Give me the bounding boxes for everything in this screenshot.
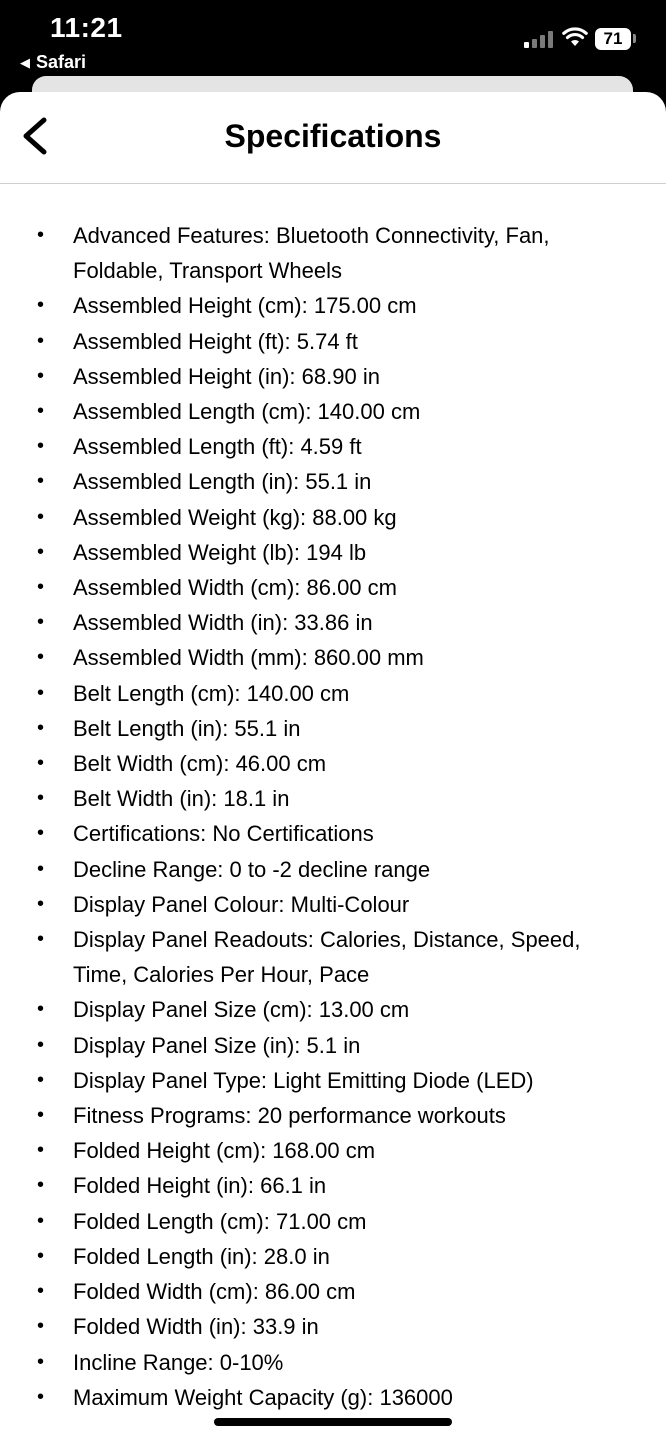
spec-item: • Folded Width (in): 33.9 in	[0, 1309, 636, 1344]
spec-item: • Display Panel Colour: Multi-Colour	[0, 887, 636, 922]
spec-item: • Folded Height (in): 66.1 in	[0, 1168, 636, 1203]
back-to-app-link[interactable]	[20, 52, 86, 73]
spec-item: • Display Panel Size (in): 5.1 in	[0, 1028, 636, 1063]
spec-item: • Display Panel Readouts: Calories, Distance, Speed, Time, Calories Per Hour, Pace	[0, 922, 636, 992]
spec-list	[0, 184, 666, 1415]
spec-item: • Assembled Weight (lb): 194 lb	[0, 535, 636, 570]
spec-item: • Folded Length (in): 28.0 in	[0, 1239, 636, 1274]
spec-item: • Display Panel Size (cm): 13.00 cm	[0, 992, 636, 1027]
spec-item: • Belt Width (cm): 46.00 cm	[0, 746, 636, 781]
specifications-content[interactable]	[0, 184, 666, 1410]
spec-item: • Fitness Programs: 20 performance workouts	[0, 1098, 636, 1133]
spec-item: • Assembled Weight (kg): 88.00 kg	[0, 500, 636, 535]
spec-item: • Certifications: No Certifications	[0, 816, 636, 851]
cellular-signal-icon	[524, 30, 553, 48]
spec-item: • Decline Range: 0 to -2 decline range	[0, 852, 636, 887]
page-title: Specifications	[224, 118, 442, 154]
home-indicator-bar	[214, 1418, 452, 1426]
spec-item: • Assembled Width (mm): 860.00 mm	[0, 640, 636, 675]
spec-item: • Assembled Height (ft): 5.74 ft	[0, 324, 636, 359]
spec-item: • Assembled Width (in): 33.86 in	[0, 605, 636, 640]
battery-tip	[633, 34, 636, 43]
nav-bar	[0, 92, 666, 184]
spec-item: • Belt Length (in): 55.1 in	[0, 711, 636, 746]
battery-level: 71	[603, 29, 623, 48]
back-app-label: Safari	[36, 52, 87, 72]
spec-item: • Assembled Width (cm): 86.00 cm	[0, 570, 636, 605]
back-triangle-icon: ◀	[20, 54, 30, 70]
spec-item: • Folded Height (cm): 168.00 cm	[0, 1133, 636, 1168]
spec-item: • Incline Range: 0-10%	[0, 1345, 636, 1380]
spec-item: • Assembled Length (ft): 4.59 ft	[0, 429, 636, 464]
battery-icon	[595, 28, 631, 50]
spec-item: • Display Panel Type: Light Emitting Diode (LED)	[0, 1063, 636, 1098]
spec-item: • Advanced Features: Bluetooth Connectivity, Fan, Foldable, Transport Wheels	[0, 218, 636, 288]
wifi-icon	[562, 26, 588, 48]
spec-item: • Belt Length (cm): 140.00 cm	[0, 676, 636, 711]
spec-item: • Assembled Length (cm): 140.00 cm	[0, 394, 636, 429]
spec-item: • Assembled Height (cm): 175.00 cm	[0, 288, 636, 323]
spec-item: • Belt Width (in): 18.1 in	[0, 781, 636, 816]
spec-item: • Folded Width (cm): 86.00 cm	[0, 1274, 636, 1309]
spec-item: • Maximum Weight Capacity (g): 136000	[0, 1380, 636, 1415]
spec-item: • Assembled Height (in): 68.90 in	[0, 359, 636, 394]
specifications-sheet	[0, 92, 666, 1440]
spec-item: • Folded Length (cm): 71.00 cm	[0, 1204, 636, 1239]
status-time: 11:21	[50, 12, 123, 43]
spec-item: • Assembled Length (in): 55.1 in	[0, 464, 636, 499]
